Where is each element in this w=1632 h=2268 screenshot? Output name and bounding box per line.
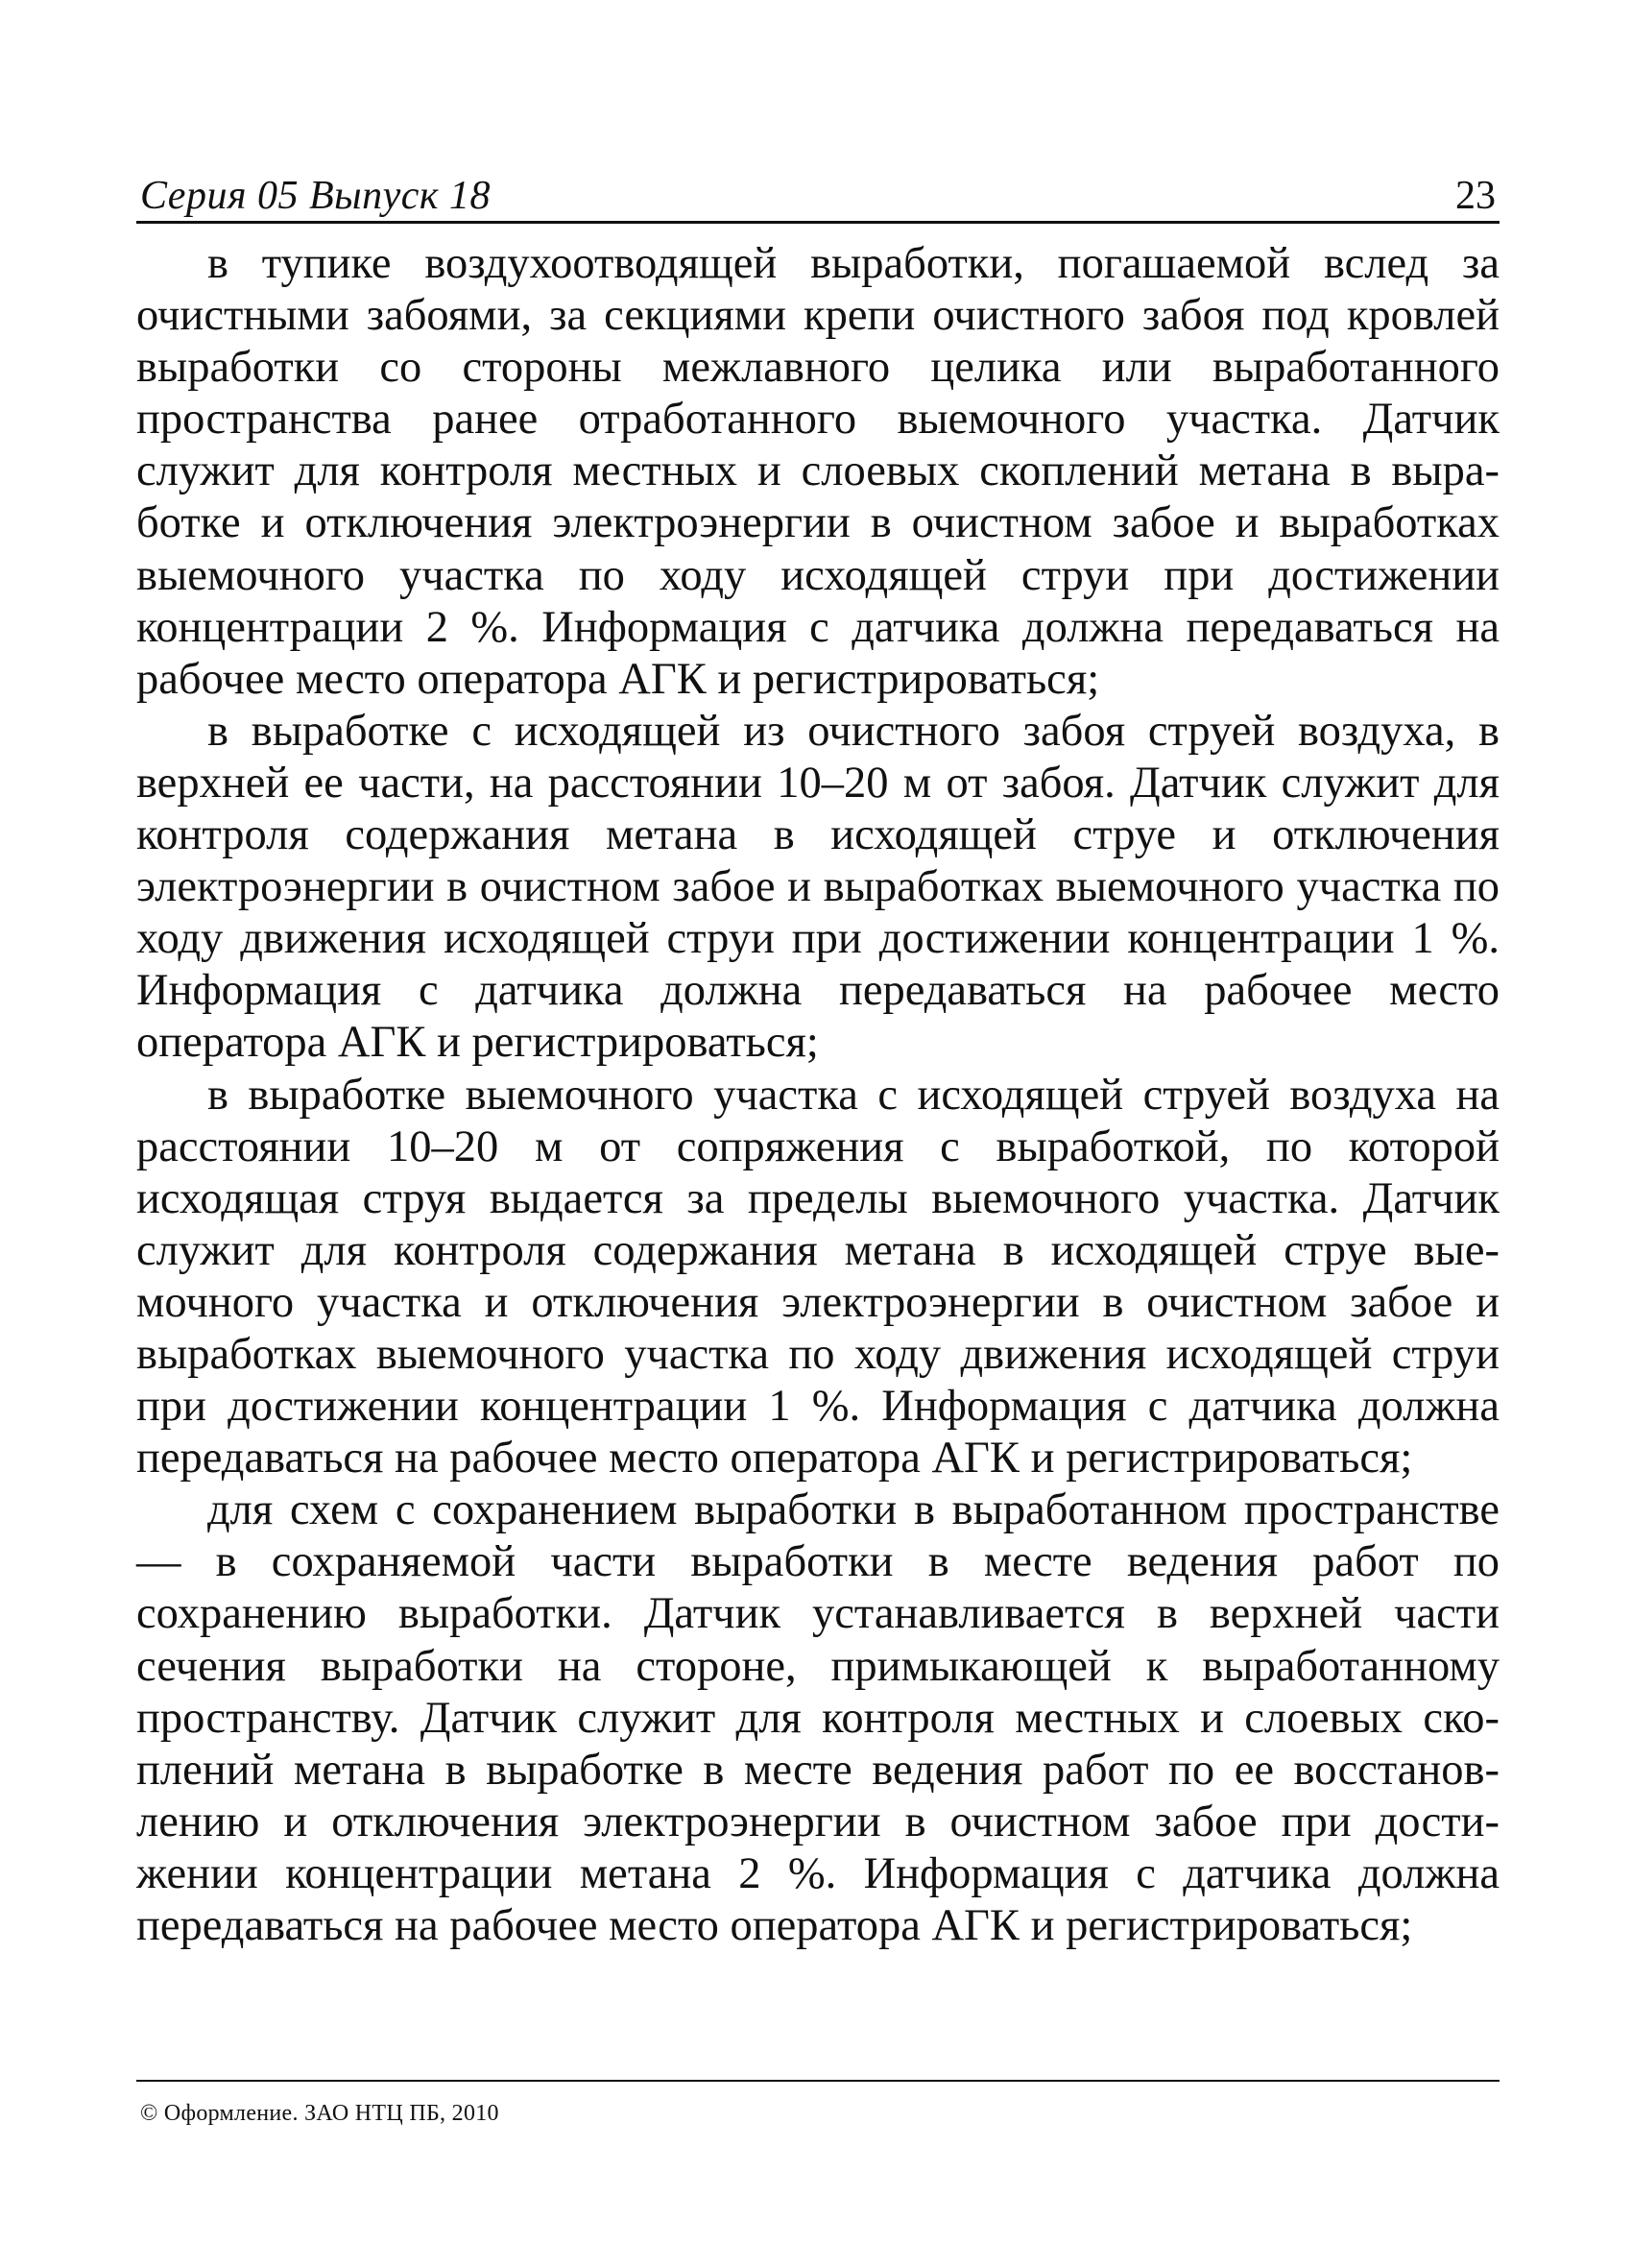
paragraph-3: в выработке выемочного участка с исходящей струей воздуха на расстоянии 10–20 м от сопряжения с выработкой, по которой исходящая струя выдается за пределы выемочного участка. Датчик служит для контроля содержания метана в исходящей струе выемочного участка и отключения электроэнергии в очистном забое и выработках выемочного участка по ходу движения исходящей струи при достижении концентрации 1 %. Информация с датчика должна передаваться на рабочее место оператора АГК и регистрироваться;: [136, 1070, 1500, 1484]
copyright-notice: © Оформление. ЗАО НТЦ ПБ, 2010: [140, 2101, 499, 2126]
page-header: [136, 171, 1500, 224]
running-title: Серия 05 Выпуск 18: [140, 174, 491, 218]
page-footer: [136, 2080, 1500, 2126]
paragraph-1: в тупике воздухоотводящей выработки, погашаемой вслед за очистными забоями, за секциями крепи очистного забоя под кровлей выработки со стороны межлавного целика или выработанного пространства ранее отработанного выемочного участка. Датчик служит для контроля местных и слоевых скоплений метана в выработке и отключения электроэнергии в очистном забое и выработках выемочного участка по ходу исходящей струи при достижении концентрации 2 %. Информация с датчика должна передаваться на рабочее место оператора АГК и регистрироваться;: [136, 239, 1500, 704]
document-page: [136, 0, 1500, 2268]
body-text: [136, 238, 1500, 1952]
page-number: 23: [1455, 174, 1496, 218]
paragraph-2: в выработке с исходящей из очистного забоя струей воздуха, в верхней ее части, на расстоянии 10–20 м от забоя. Датчик служит для контроля содержания метана в исходящей струе и отключения электроэнергии в очистном забое и выработках выемочного участка по ходу движения исходящей струи при достижении концентрации 1 %. Информация с датчика должна передаваться на рабочее место оператора АГК и регистрироваться;: [136, 706, 1500, 1068]
paragraph-4: для схем с сохранением выработки в выработанном пространстве — в сохраняемой части выработки в месте ведения работ по сохранению выработки. Датчик устанавливается в верхней части сечения выработки на стороне, примыкающей к выработанному пространству. Датчик служит для контроля местных и слоевых скоплений метана в выработке в месте ведения работ по ее восстановлению и отключения электроэнергии в очистном забое при достижении концентрации метана 2 %. Информация с датчика должна передаваться на рабочее место оператора АГК и регистрироваться;: [136, 1485, 1500, 1950]
